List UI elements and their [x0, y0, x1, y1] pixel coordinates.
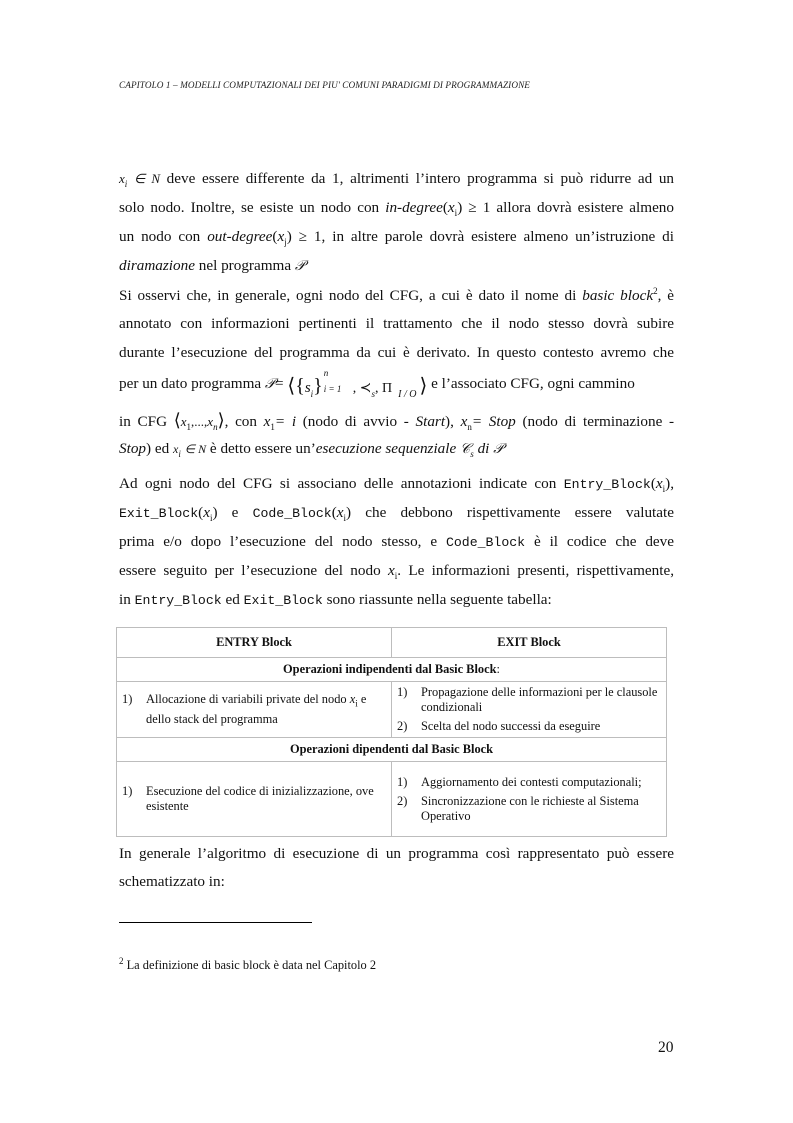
- list-item: 1) Propagazione delle informazioni per le clausole condizionali: [397, 685, 658, 714]
- set-formula: $⟨\{s_i\}$ n i = 1 , $≺_s$, Π $_{I / O}$ ⟩: [287, 368, 428, 400]
- paragraph-line: durante l’esecuzione del programma da cui è derivato. In questo contesto avremo che: [119, 344, 674, 361]
- table-cell: [392, 682, 667, 738]
- footnote: $^2$ La definizione di basic block è data nel Capitolo 2: [119, 956, 377, 973]
- list-item: 1) Aggiornamento dei contesti computazionali;: [397, 774, 642, 789]
- paragraph-line: In generale l’algoritmo di esecuzione di un programma così rappresentato può essere: [119, 845, 674, 862]
- paragraph-line: $x_i$ ∈ N deve essere differente da 1, altrimenti l’intero programma si può ridurre ad un: [119, 170, 675, 190]
- paragraph-line: Ad ogni nodo del CFG si associano delle annotazioni indicate con $Entry\_Block(x_i)$,: [119, 475, 674, 495]
- page-number: 20: [658, 1039, 674, 1056]
- table-section-independent: Operazioni indipendenti dal Basic Block:: [117, 658, 667, 682]
- list-item: 2) Sincronizzazione con le richieste al Sistema Operativo: [397, 793, 639, 823]
- table-cell: [117, 762, 392, 837]
- paragraph-line: un nodo con out-$degree(x_j) \ge 1$, in altre parole dovrà esistere almeno un’istruzione di: [119, 228, 674, 248]
- paragraph-line: $Exit\_Block(x_i)$ e $Code\_Block(x_i)$ che debbono rispettivamente essere valutate: [119, 504, 674, 524]
- table-cell: [117, 682, 392, 738]
- paragraph-line: in Entry_Block ed Exit_Block sono riassunte nella seguente tabella:: [119, 591, 552, 608]
- paragraph-line: solo nodo. Inoltre, se esiste un nodo con $in-degree(x_i) \ge 1$ allora dovrà esistere almeno: [119, 199, 674, 219]
- blocks-table: [116, 627, 667, 837]
- table-cell: [392, 762, 667, 837]
- paragraph-line: per un dato programma 𝒫= $⟨\{s_i\}$ n i = 1 , $≺_s$, Π $_{I / O}$ ⟩ e l’associato CFG, ogni cammino: [119, 368, 635, 400]
- running-header: CAPITOLO 1 – MODELLI COMPUTAZIONALI DEI PIU' COMUNI PARADIGMI DI PROGRAMMAZIONE: [119, 80, 531, 90]
- paragraph-line: diramazione nel programma 𝒫: [119, 257, 305, 274]
- list-item: 1) Esecuzione del codice di inizializzazione, ove esistente: [122, 784, 374, 813]
- paragraph-line: essere seguito per l’esecuzione del nodo $x_i$. Le informazioni presenti, rispettivamente,: [119, 562, 674, 582]
- table-header-entry: ENTRY Block: [117, 628, 392, 658]
- paragraph-line: schematizzato in:: [119, 873, 225, 890]
- table-section-dependent: Operazioni dipendenti dal Basic Block: [117, 738, 667, 762]
- footnote-divider: [119, 922, 312, 923]
- paragraph-line: Stop) ed $x_i$ ∈ N è detto essere un’esecuzione sequenziale 𝒞$_s$ di 𝒫: [119, 440, 504, 460]
- paragraph-line: Si osservi che, in generale, ogni nodo del CFG, a cui è dato il nome di basic block$^2$, è: [119, 286, 675, 305]
- list-item: 1) Allocazione di variabili private del nodo $x_i$ e dello stack del programma: [122, 692, 367, 726]
- paragraph-line: in CFG $⟨x_1,...,x_n⟩$, con $x_1= i$ (nodo di avvio - Start), $x_n=$ Stop (nodo di terminazione -: [119, 410, 675, 433]
- paragraph-line: prima e/o dopo l’esecuzione del nodo stesso, e Code_Block è il codice che deve: [119, 533, 674, 550]
- list-item: 2) Scelta del nodo successi da eseguire: [397, 719, 601, 733]
- paragraph-line: annotato con informazioni pertinenti il trattamento che il nodo stesso dovrà subire: [119, 315, 674, 332]
- table-header-exit: EXIT Block: [392, 628, 667, 658]
